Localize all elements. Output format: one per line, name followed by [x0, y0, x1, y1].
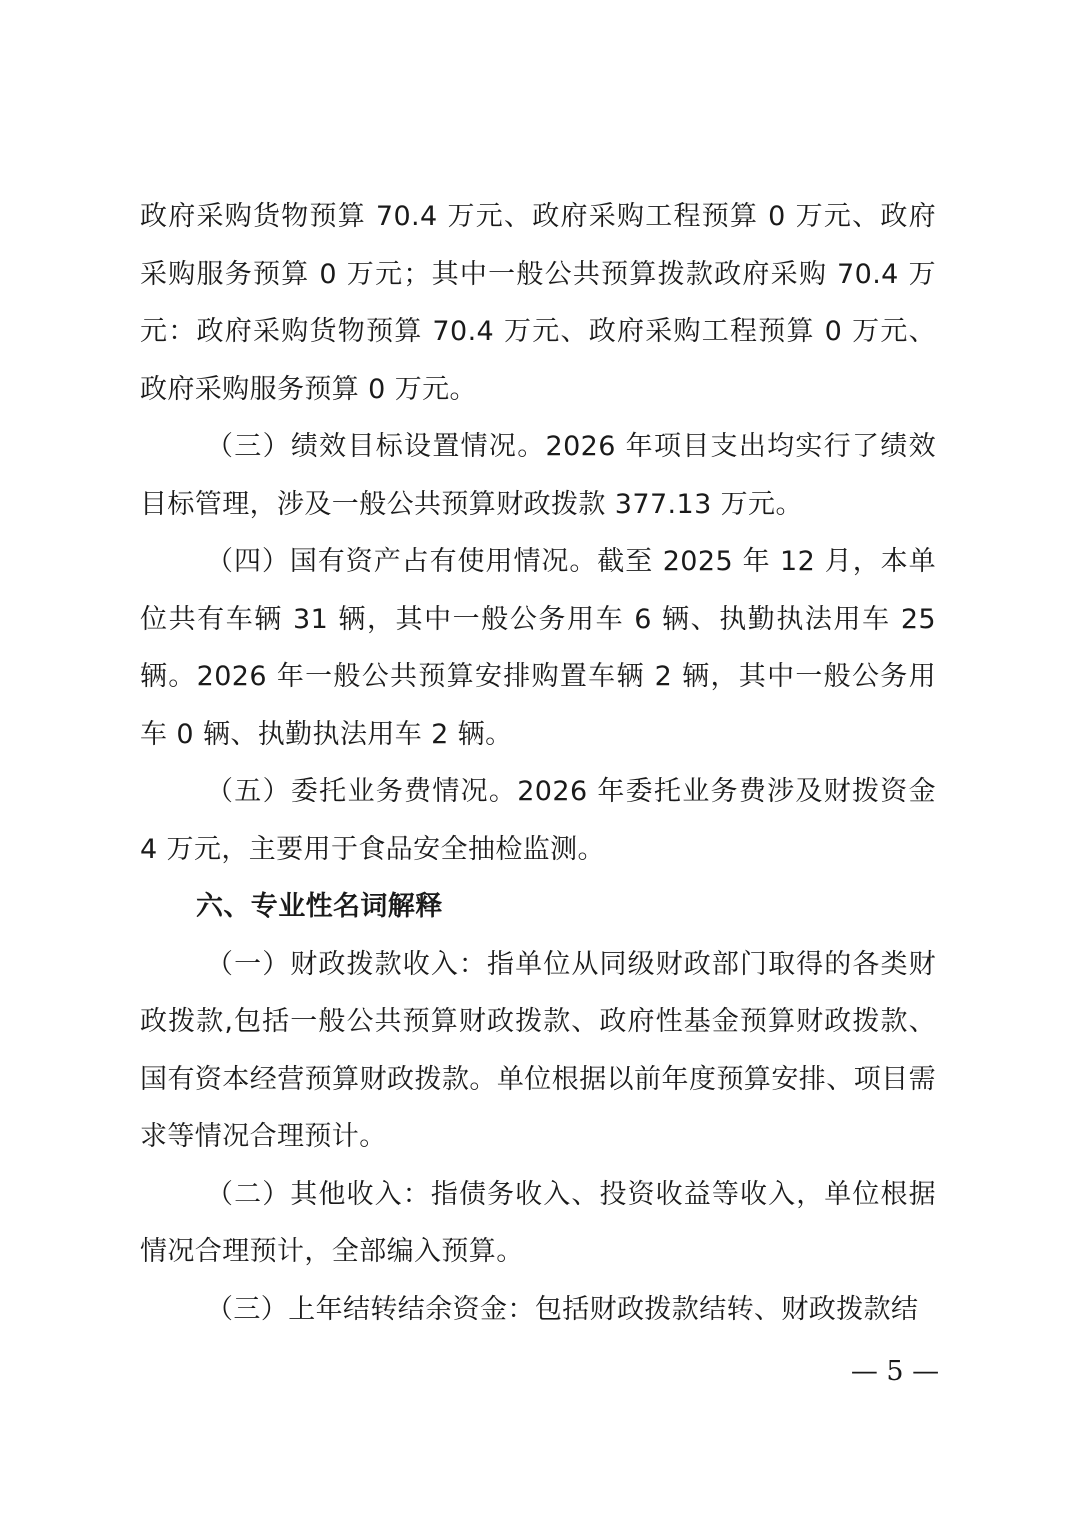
- paragraph-procurement: [140, 188, 936, 418]
- definition-term: （三）上年结转结余资金：: [206, 1293, 535, 1325]
- paragraph-performance-goals: [140, 418, 936, 533]
- page-number: — 5 —: [850, 1356, 940, 1387]
- definition-fiscal-appropriation: [140, 936, 936, 1166]
- paragraph-lead: （四）国有资产占有使用情况。: [206, 546, 598, 577]
- definition-other-income: [140, 1166, 936, 1281]
- definition-text: 指债务收入、投资收益等收入，单位根据情况合理预计，全部编入预算。: [140, 1178, 937, 1267]
- paragraph-lead: （三）绩效目标设置情况。: [206, 431, 546, 462]
- paragraph-text: 政府采购货物预算 70.4 万元、政府采购工程预算 0 万元、政府采购服务预算 0 万元；其中一般公共预算拨款政府采购 70.4 万元：政府采购货物预算 70.4 万元、政府采购工程预算 0 万元、政府采购服务预算 0 万元。: [140, 201, 936, 405]
- definition-text: 指单位从同级财政部门取得的各类财政拨款,包括一般公共预算财政拨款、政府性基金预算财政拨款、国有资本经营预算财政拨款。单位根据以前年度预算安排、项目需求等情况合理预计。: [140, 948, 937, 1152]
- definition-term: （二）其他收入：: [206, 1178, 431, 1210]
- paragraph-text: 截至 2025 年 12 月，本单位共有车辆 31 辆，其中一般公务用车 6 辆、执勤执法用车 25 辆。2026 年一般公共预算安排购置车辆 2 辆，其中一般公务用车 0 辆、执勤执法用车 2 辆。: [140, 546, 936, 750]
- paragraph-text: 2026 年委托业务费涉及财拨资金 4 万元，主要用于食品安全抽检监测。: [140, 776, 936, 865]
- document-body: [140, 188, 936, 1338]
- paragraph-lead: （五）委托业务费情况。: [206, 776, 518, 807]
- definition-text: 包括财政拨款结转、财政拨款结: [534, 1293, 919, 1325]
- section-heading: 六、专业性名词解释: [196, 891, 443, 922]
- definition-term: （一）财政拨款收入：: [206, 948, 488, 980]
- definition-carryover-funds: [140, 1281, 936, 1339]
- paragraph-commissioned-fees: [140, 763, 936, 878]
- paragraph-text: 2026 年项目支出均实行了绩效目标管理，涉及一般公共预算财政拨款 377.13 万元。: [140, 431, 936, 520]
- paragraph-state-assets: [140, 533, 936, 763]
